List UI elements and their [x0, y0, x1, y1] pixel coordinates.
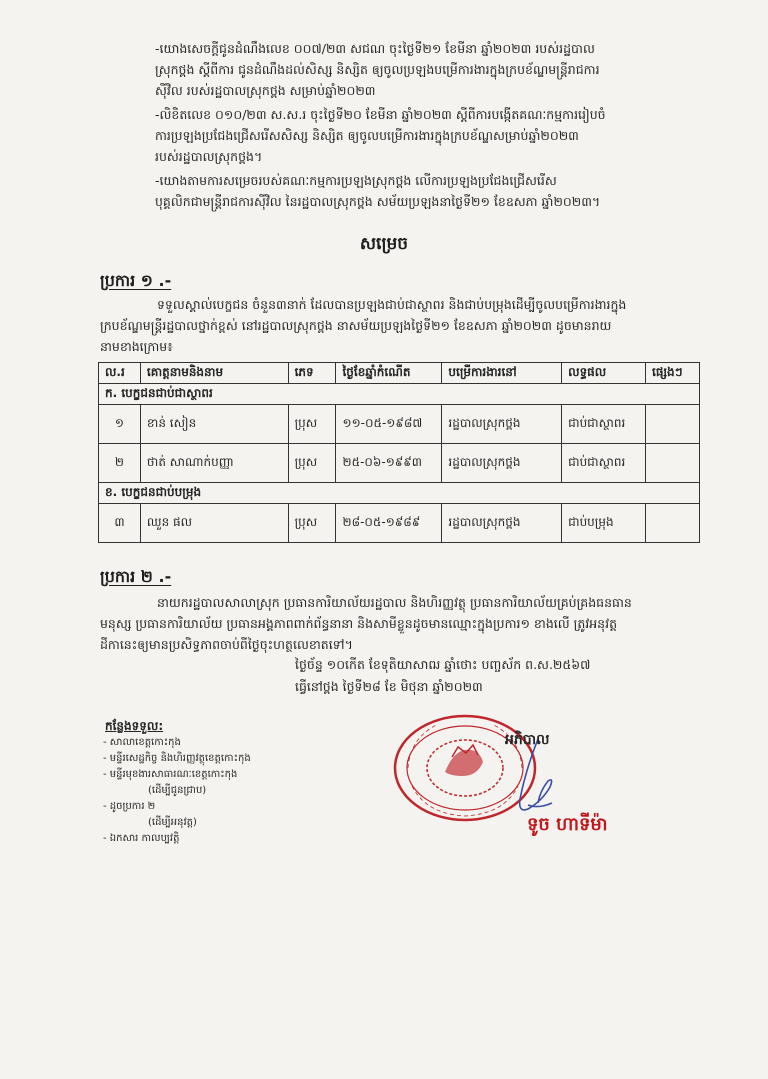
group-row-permanent [99, 384, 700, 405]
cell-sex: ប្រុស [288, 504, 336, 543]
decision-title: សម្រេច [359, 234, 409, 254]
cell-post: រដ្ឋបាលស្រុកថ្ពង [442, 444, 562, 483]
reference-3 [155, 170, 715, 212]
signer-name: ទូច ហាទីម៉ា [527, 814, 608, 835]
article-2-line-3: ដីកានេះឲ្យមានប្រសិទ្ធភាពចាប់ពីថ្ងៃចុះហត្ថលេខាតទៅ។ [100, 637, 353, 652]
list-item: - ឯកសារ កាលប្បវត្តិ [103, 833, 180, 844]
list-item: - មន្ទីរសេដ្ឋកិច្ច និងហិរញ្ញវត្ថុខេត្តកោះកុង [103, 753, 251, 764]
cell-post: រដ្ឋបាលស្រុកថ្ពង [442, 405, 562, 444]
cell-name: ឈួន ផល [140, 504, 288, 543]
date-block [295, 654, 590, 698]
list-item: (ដើម្បីអនុវត្ត) [148, 817, 197, 828]
article-2-label: ប្រការ ២ .- [100, 567, 172, 586]
header-sex: ភេទ [288, 363, 336, 384]
list-item: - មន្ទីរមុខងារសាធារណៈខេត្តកោះកុង [103, 769, 238, 780]
cell-note [646, 405, 700, 444]
reference-1-line-1: -យោងសេចក្តីជូនដំណឹងលេខ ០០៧/២៣ សជណ ចុះថ្ងៃទី២១ ខែមីនា ឆ្នាំ២០២៣ របស់រដ្ឋបាល [155, 41, 595, 56]
reference-1-line-2: ស្រុកថ្ពង ស្តីពីការ ជូនដំណឹងដល់សិស្ស និស្សិត ឲ្យចូលប្រឡងបម្រើការងារក្នុងក្របខ័ណ្ឌមន្ត្រីរាជការ [155, 62, 600, 77]
list-item: (ដើម្បីជូនជ្រាប) [148, 785, 207, 796]
table-row [99, 444, 700, 483]
cell-dob: ២៨-០៥-១៩៨៩ [336, 504, 442, 543]
table-row [99, 504, 700, 543]
cell-dob: ១១-០៥-១៩៨៧ [336, 405, 442, 444]
cell-no: ១ [99, 405, 141, 444]
reference-1-line-3: ស៊ីវិល របស់រដ្ឋបាលស្រុកថ្ពង សម្រាប់ឆ្នាំ២០២៣ [155, 83, 376, 98]
table-header-row [99, 363, 700, 384]
reference-2 [155, 104, 715, 167]
header-result: លទ្ធផល [562, 363, 646, 384]
header-note: ផ្សេងៗ [646, 363, 700, 384]
list-item: - សាលាខេត្តកោះកុង [103, 737, 181, 748]
cell-note [646, 444, 700, 483]
article-1-line-3: នាមខាងក្រោម៖ [100, 339, 173, 354]
cell-no: ២ [99, 444, 141, 483]
group-row-reserve [99, 483, 700, 504]
header-dob: ថ្ងៃខែឆ្នាំកំណើត [336, 363, 442, 384]
header-no: ល.រ [99, 363, 141, 384]
list-item: - ដូចប្រការ ២ [103, 801, 156, 812]
cell-name: ខាន់ សៀន [140, 405, 288, 444]
group-title: ខ. បេក្ខជនជាប់បម្រុង [99, 483, 700, 504]
reference-2-line-2: ការប្រឡងប្រជែងជ្រើសរើសសិស្ស និស្សិត ឲ្យចូលបម្រើការងារក្នុងក្របខ័ណ្ឌសម្រាប់ឆ្នាំ២០២៣ [155, 128, 579, 143]
cell-dob: ២៥-០៦-១៩៩៣ [336, 444, 442, 483]
reference-1 [155, 38, 715, 101]
reference-3-line-2: បុគ្គលិកជាមន្ត្រីរាជការស៊ីវិល នៃរដ្ឋបាលស្រុកថ្ពង សម័យប្រឡងនាថ្ងៃទី២១ ខែឧសភា ឆ្នាំ២០២៣។ [155, 194, 601, 209]
solar-date: ធ្វើនៅថ្ពង ថ្ងៃទី២៨ ខែ មិថុនា ឆ្នាំ២០២៣ [295, 679, 483, 694]
results-table [98, 362, 700, 543]
cell-result: ជាប់ជាស្ថាពរ [562, 444, 646, 483]
reference-2-line-1: -លិខិតលេខ ០១០/២៣ ស.ស.រ ចុះថ្ងៃទី២០ ខែមីនា ឆ្នាំ២០២៣ ស្តីពីការបង្កើតគណៈកម្មការរៀបចំ [155, 107, 606, 122]
cell-note [646, 504, 700, 543]
cell-result: ជាប់ជាស្ថាពរ [562, 405, 646, 444]
article-1-line-2: ក្របខ័ណ្ឌមន្ត្រីរដ្ឋបាលថ្នាក់ខ្ពស់ នៅរដ្ឋបាលស្រុកថ្ពង នាសម័យប្រឡងថ្ងៃទី២១ ខែឧសភា ឆ្នាំ២០២៣ ដូចមានរាយ [100, 318, 612, 333]
cell-no: ៣ [99, 504, 141, 543]
lunar-date: ថ្ងៃច័ន្ទ ១០កើត ខែទុតិយាសាឍ ឆ្នាំថោះ បញ្ចស័ក ព.ស.២៥៦៧ [295, 657, 591, 672]
group-title: ក. បេក្ខជនជាប់ជាស្ថាពរ [99, 384, 700, 405]
cell-sex: ប្រុស [288, 405, 336, 444]
cell-name: ថាត់ សាណាក់បញ្ញា [140, 444, 288, 483]
cell-result: ជាប់បម្រុង [562, 504, 646, 543]
article-2-line-1: នាយករដ្ឋបាលសាលាស្រុក ប្រធានការិយាល័យរដ្ឋបាល និងហិរញ្ញវត្ថុ ប្រធានការិយាល័យគ្រប់គ្រងធនធាន [157, 595, 632, 610]
cell-post: រដ្ឋបាលស្រុកថ្ពង [442, 504, 562, 543]
header-post: បម្រើការងារនៅ [442, 363, 562, 384]
article-2-line-2: មនុស្ស ប្រធានការិយាល័យ ប្រធានអង្គភាពពាក់ព័ន្ធនានា និងសាមីខ្លួនដូចមានឈ្មោះក្នុងប្រការ១ ខាងលើ ត្រូវអនុវត្ត [100, 616, 617, 631]
governor-title: អភិបាល [505, 732, 550, 748]
reference-2-line-3: របស់រដ្ឋបាលស្រុកថ្ពង។ [155, 149, 263, 164]
article-1-line-1: ទទួលស្គាល់បេក្ខជន ចំនួន៣នាក់ ដែលបានប្រឡងជាប់ជាស្ថាពរ និងជាប់បម្រុងដើម្បីចូលបម្រើការងារក្នុង [157, 297, 627, 312]
cell-sex: ប្រុស [288, 444, 336, 483]
header-name: គោត្តនាមនិងនាម [140, 363, 288, 384]
cc-list [103, 735, 251, 847]
cc-title: កន្លែងទទួល: [105, 719, 164, 733]
reference-3-line-1: -យោងតាមការសម្រេចរបស់គណៈកម្មការប្រឡងស្រុកថ្ពង លើការប្រឡងប្រជែងជ្រើសរើស [155, 173, 557, 188]
article-1-label: ប្រការ ១ .- [100, 271, 172, 290]
table-row [99, 405, 700, 444]
